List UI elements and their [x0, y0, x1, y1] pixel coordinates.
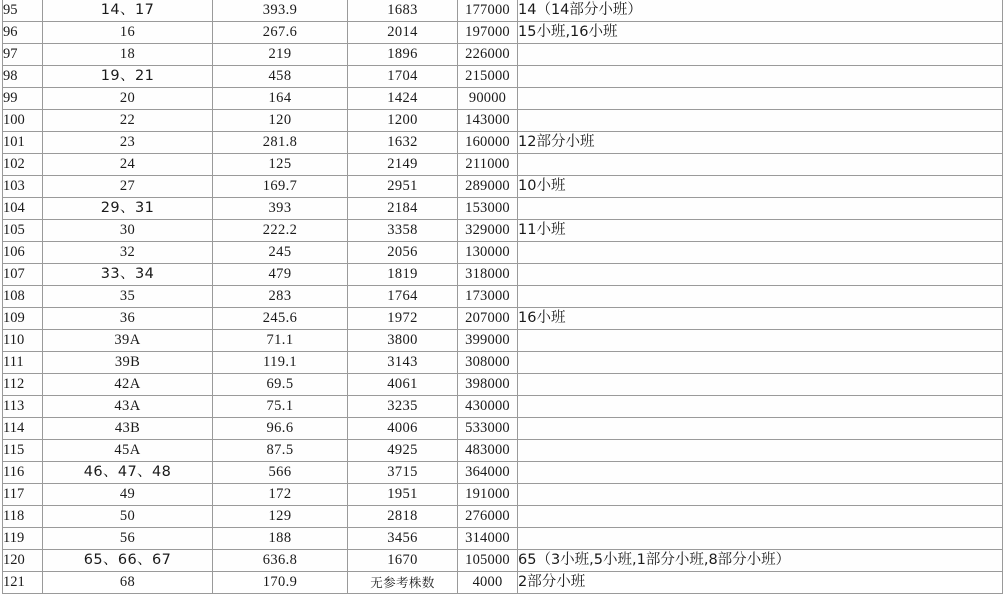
row-note	[518, 330, 1003, 352]
table-row	[3, 374, 1003, 396]
row-note	[518, 374, 1003, 396]
row-value-3: 533000	[458, 418, 518, 440]
row-code: 42A	[43, 374, 213, 396]
row-value-2: 无参考株数	[348, 572, 458, 594]
row-value-1: 566	[213, 462, 348, 484]
row-code: 39A	[43, 330, 213, 352]
row-code: 14、17	[43, 0, 213, 22]
row-value-2: 1200	[348, 110, 458, 132]
row-value-1: 245	[213, 242, 348, 264]
data-table	[2, 0, 1003, 594]
table-row	[3, 550, 1003, 572]
table-row	[3, 110, 1003, 132]
row-value-2: 1896	[348, 44, 458, 66]
row-index: 101	[3, 132, 43, 154]
row-note	[518, 154, 1003, 176]
table-row	[3, 242, 1003, 264]
table-row	[3, 220, 1003, 242]
table-row	[3, 66, 1003, 88]
row-index: 95	[3, 0, 43, 22]
row-value-2: 3235	[348, 396, 458, 418]
row-value-2: 4006	[348, 418, 458, 440]
table-row	[3, 198, 1003, 220]
table-row	[3, 88, 1003, 110]
row-code: 23	[43, 132, 213, 154]
row-index: 98	[3, 66, 43, 88]
row-value-2: 2149	[348, 154, 458, 176]
table-row	[3, 528, 1003, 550]
row-note	[518, 528, 1003, 550]
table-row	[3, 396, 1003, 418]
row-value-1: 281.8	[213, 132, 348, 154]
row-code: 19、21	[43, 66, 213, 88]
row-value-2: 2184	[348, 198, 458, 220]
row-value-1: 87.5	[213, 440, 348, 462]
table-row	[3, 418, 1003, 440]
row-note	[518, 352, 1003, 374]
row-value-2: 1819	[348, 264, 458, 286]
row-value-1: 245.6	[213, 308, 348, 330]
row-value-3: 4000	[458, 572, 518, 594]
row-value-1: 164	[213, 88, 348, 110]
row-value-1: 479	[213, 264, 348, 286]
row-value-3: 364000	[458, 462, 518, 484]
row-note	[518, 242, 1003, 264]
row-note: 14（14部分小班）	[518, 0, 1003, 22]
row-value-2: 2014	[348, 22, 458, 44]
row-note	[518, 198, 1003, 220]
row-note	[518, 286, 1003, 308]
row-code: 33、34	[43, 264, 213, 286]
row-value-1: 71.1	[213, 330, 348, 352]
row-index: 118	[3, 506, 43, 528]
row-value-3: 399000	[458, 330, 518, 352]
row-index: 113	[3, 396, 43, 418]
row-value-1: 169.7	[213, 176, 348, 198]
row-value-2: 1764	[348, 286, 458, 308]
table-row	[3, 484, 1003, 506]
row-value-2: 1670	[348, 550, 458, 572]
row-value-1: 283	[213, 286, 348, 308]
row-index: 110	[3, 330, 43, 352]
row-value-3: 191000	[458, 484, 518, 506]
row-value-3: 329000	[458, 220, 518, 242]
row-value-3: 207000	[458, 308, 518, 330]
row-value-1: 222.2	[213, 220, 348, 242]
row-value-3: 197000	[458, 22, 518, 44]
row-value-3: 398000	[458, 374, 518, 396]
row-value-1: 219	[213, 44, 348, 66]
row-note	[518, 44, 1003, 66]
row-value-3: 105000	[458, 550, 518, 572]
row-index: 115	[3, 440, 43, 462]
row-value-2: 1424	[348, 88, 458, 110]
row-value-2: 2951	[348, 176, 458, 198]
row-note: 12部分小班	[518, 132, 1003, 154]
row-index: 99	[3, 88, 43, 110]
row-value-3: 173000	[458, 286, 518, 308]
row-index: 116	[3, 462, 43, 484]
row-code: 16	[43, 22, 213, 44]
row-code: 24	[43, 154, 213, 176]
row-index: 100	[3, 110, 43, 132]
row-value-1: 393	[213, 198, 348, 220]
row-code: 32	[43, 242, 213, 264]
row-index: 119	[3, 528, 43, 550]
row-code: 30	[43, 220, 213, 242]
row-value-2: 4925	[348, 440, 458, 462]
row-code: 36	[43, 308, 213, 330]
row-code: 35	[43, 286, 213, 308]
row-value-2: 3456	[348, 528, 458, 550]
row-value-1: 170.9	[213, 572, 348, 594]
table-row	[3, 440, 1003, 462]
row-note: 11小班	[518, 220, 1003, 242]
row-value-3: 215000	[458, 66, 518, 88]
row-value-3: 289000	[458, 176, 518, 198]
row-value-3: 211000	[458, 154, 518, 176]
row-value-1: 393.9	[213, 0, 348, 22]
row-index: 114	[3, 418, 43, 440]
row-note	[518, 506, 1003, 528]
row-index: 121	[3, 572, 43, 594]
table-row	[3, 44, 1003, 66]
row-value-1: 119.1	[213, 352, 348, 374]
row-note: 15小班,16小班	[518, 22, 1003, 44]
row-index: 109	[3, 308, 43, 330]
row-value-2: 3358	[348, 220, 458, 242]
row-code: 45A	[43, 440, 213, 462]
table-row	[3, 462, 1003, 484]
row-note	[518, 264, 1003, 286]
table-row	[3, 176, 1003, 198]
row-code: 46、47、48	[43, 462, 213, 484]
row-note: 65（3小班,5小班,1部分小班,8部分小班）	[518, 550, 1003, 572]
row-value-3: 430000	[458, 396, 518, 418]
row-value-2: 1683	[348, 0, 458, 22]
row-value-2: 2818	[348, 506, 458, 528]
row-value-3: 153000	[458, 198, 518, 220]
row-note: 16小班	[518, 308, 1003, 330]
row-note	[518, 462, 1003, 484]
row-code: 43B	[43, 418, 213, 440]
row-code: 29、31	[43, 198, 213, 220]
row-value-3: 483000	[458, 440, 518, 462]
row-index: 96	[3, 22, 43, 44]
row-code: 39B	[43, 352, 213, 374]
row-code: 20	[43, 88, 213, 110]
row-value-1: 69.5	[213, 374, 348, 396]
row-note	[518, 484, 1003, 506]
row-value-2: 3715	[348, 462, 458, 484]
row-code: 68	[43, 572, 213, 594]
row-value-3: 308000	[458, 352, 518, 374]
table-row	[3, 286, 1003, 308]
table-row	[3, 352, 1003, 374]
row-note: 10小班	[518, 176, 1003, 198]
row-note	[518, 88, 1003, 110]
row-value-2: 3800	[348, 330, 458, 352]
row-value-3: 90000	[458, 88, 518, 110]
row-value-2: 2056	[348, 242, 458, 264]
row-note	[518, 440, 1003, 462]
row-index: 103	[3, 176, 43, 198]
row-value-1: 188	[213, 528, 348, 550]
row-value-3: 130000	[458, 242, 518, 264]
row-code: 18	[43, 44, 213, 66]
row-value-3: 143000	[458, 110, 518, 132]
row-value-1: 125	[213, 154, 348, 176]
row-index: 102	[3, 154, 43, 176]
table-row	[3, 330, 1003, 352]
row-index: 106	[3, 242, 43, 264]
row-index: 104	[3, 198, 43, 220]
row-note	[518, 396, 1003, 418]
row-index: 120	[3, 550, 43, 572]
row-index: 105	[3, 220, 43, 242]
row-value-1: 636.8	[213, 550, 348, 572]
row-index: 117	[3, 484, 43, 506]
row-value-3: 177000	[458, 0, 518, 22]
row-value-1: 75.1	[213, 396, 348, 418]
row-note: 2部分小班	[518, 572, 1003, 594]
row-value-3: 160000	[458, 132, 518, 154]
row-code: 50	[43, 506, 213, 528]
row-value-3: 314000	[458, 528, 518, 550]
table-body	[3, 0, 1003, 594]
row-note	[518, 110, 1003, 132]
table-row	[3, 308, 1003, 330]
row-value-2: 1632	[348, 132, 458, 154]
row-index: 97	[3, 44, 43, 66]
table-row	[3, 572, 1003, 594]
table-row	[3, 22, 1003, 44]
row-code: 43A	[43, 396, 213, 418]
row-code: 27	[43, 176, 213, 198]
table-row	[3, 0, 1003, 22]
row-value-2: 1704	[348, 66, 458, 88]
table-row	[3, 506, 1003, 528]
row-index: 107	[3, 264, 43, 286]
row-value-2: 1951	[348, 484, 458, 506]
row-value-1: 172	[213, 484, 348, 506]
table-row	[3, 154, 1003, 176]
table-row	[3, 264, 1003, 286]
row-index: 108	[3, 286, 43, 308]
row-value-2: 4061	[348, 374, 458, 396]
row-value-2: 1972	[348, 308, 458, 330]
row-code: 49	[43, 484, 213, 506]
row-value-1: 267.6	[213, 22, 348, 44]
row-value-2: 3143	[348, 352, 458, 374]
row-value-1: 120	[213, 110, 348, 132]
row-value-1: 458	[213, 66, 348, 88]
row-value-3: 276000	[458, 506, 518, 528]
row-value-3: 318000	[458, 264, 518, 286]
row-value-1: 96.6	[213, 418, 348, 440]
row-index: 112	[3, 374, 43, 396]
row-code: 22	[43, 110, 213, 132]
row-note	[518, 418, 1003, 440]
table-row	[3, 132, 1003, 154]
row-index: 111	[3, 352, 43, 374]
row-value-3: 226000	[458, 44, 518, 66]
row-code: 56	[43, 528, 213, 550]
row-code: 65、66、67	[43, 550, 213, 572]
row-note	[518, 66, 1003, 88]
row-value-1: 129	[213, 506, 348, 528]
